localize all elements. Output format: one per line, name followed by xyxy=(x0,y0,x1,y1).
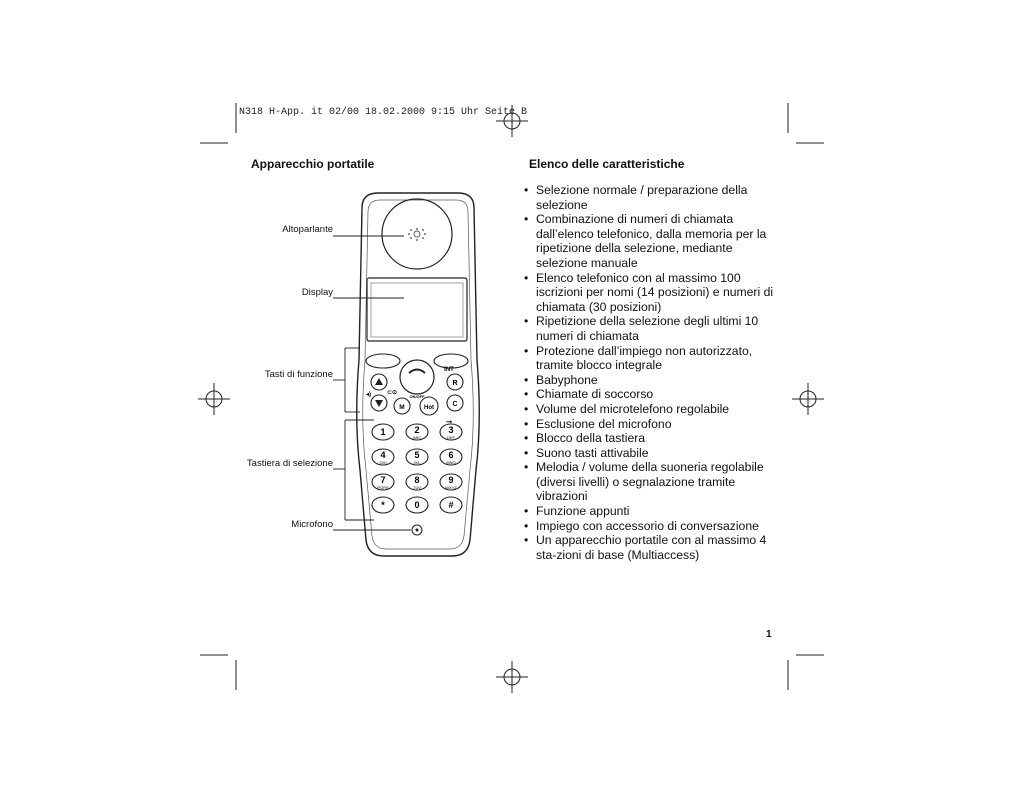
r-key-label: R xyxy=(452,380,458,387)
digit-key-letters: WXYZ xyxy=(445,485,457,490)
digit-key-number: 1 xyxy=(380,427,386,437)
digit-key-letters: ABC xyxy=(412,435,422,440)
slug-line: N318 H-App. it 02/00 18.02.2000 9:15 Uhr Seite B xyxy=(239,107,528,118)
feature-item: • Babyphone xyxy=(524,373,774,388)
digit-key-number: * xyxy=(381,500,385,510)
feature-item: • Blocco della tastiera xyxy=(524,431,774,446)
onoff-label: ON/OFF xyxy=(409,394,425,399)
feature-item: • Funzione appunti xyxy=(524,504,774,519)
feature-item: • Protezione dall’impiego non autorizzato, tramite blocco integrale xyxy=(524,344,774,373)
digit-key-number: 6 xyxy=(448,450,454,460)
svg-text:⊂⊙: ⊂⊙ xyxy=(387,390,398,396)
feature-item: • Melodia / volume della suoneria regolabile (diversi livelli) o segnalazione tramite vibrazioni xyxy=(524,460,774,504)
digit-key-number: 2 xyxy=(414,425,420,435)
digit-key-number: 3 xyxy=(448,425,454,435)
feature-list xyxy=(524,183,774,562)
digit-key-number: 7 xyxy=(380,475,386,485)
m-key-label: M xyxy=(399,404,405,411)
digit-key-letters: TUV xyxy=(413,485,421,490)
feature-item: • Elenco telefonico con al massimo 100 iscrizioni per nomi (14 posizioni) e numeri di chiamata (30 posizioni) xyxy=(524,271,774,315)
page-number: 1 xyxy=(766,629,772,640)
feature-item: • Volume del microtelefono regolabile xyxy=(524,402,774,417)
svg-text:⊸: ⊸ xyxy=(446,419,452,426)
digit-key-number: 9 xyxy=(448,475,454,485)
right-heading: Elenco delle caratteristiche xyxy=(529,157,685,171)
c-key-label: C xyxy=(452,401,458,408)
digit-key-letters: PQRS xyxy=(377,485,389,490)
callout-microphone: Microfono xyxy=(291,519,333,530)
callout-speaker: Altoparlante xyxy=(282,224,333,235)
digit-key-number: 0 xyxy=(414,500,420,510)
digit-key-letters: JKL xyxy=(413,460,421,465)
hot-key-label: Hot xyxy=(424,405,434,411)
digit-key-number: # xyxy=(448,500,454,510)
feature-item: • Selezione normale / preparazione della selezione xyxy=(524,183,774,212)
feature-item: • Esclusione del microfono xyxy=(524,417,774,432)
feature-item: • Impiego con accessorio di conversazione xyxy=(524,519,774,534)
digit-key-letters: DEF xyxy=(447,435,455,440)
feature-item: • Suono tasti attivabile xyxy=(524,446,774,461)
feature-item: • Un apparecchio portatile con al massimo 4 sta-zioni di base (Multiaccess) xyxy=(524,533,774,562)
callout-display: Display xyxy=(301,287,333,298)
callout-keypad: Tastiera di selezione xyxy=(246,458,333,469)
digit-key-number: 4 xyxy=(380,450,386,460)
digit-key-letters: GHI xyxy=(379,460,387,465)
callout-function-keys: Tasti di funzione xyxy=(264,369,333,380)
int-label: INT xyxy=(444,367,454,373)
feature-item: • Combinazione di numeri di chiamata dall’elenco telefonico, dalla memoria per la ripetizione della selezione, mediante selezione manuale xyxy=(524,212,774,270)
svg-text:◂): ◂) xyxy=(366,392,372,398)
digit-key-letters: MNO xyxy=(446,460,456,465)
left-heading: Apparecchio portatile xyxy=(251,157,375,171)
digit-key-number: 5 xyxy=(414,450,420,460)
feature-item: • Ripetizione della selezione degli ultimi 10 numeri di chiamata xyxy=(524,314,774,343)
digit-key-number: 8 xyxy=(414,475,420,485)
feature-item: • Chiamate di soccorso xyxy=(524,387,774,402)
